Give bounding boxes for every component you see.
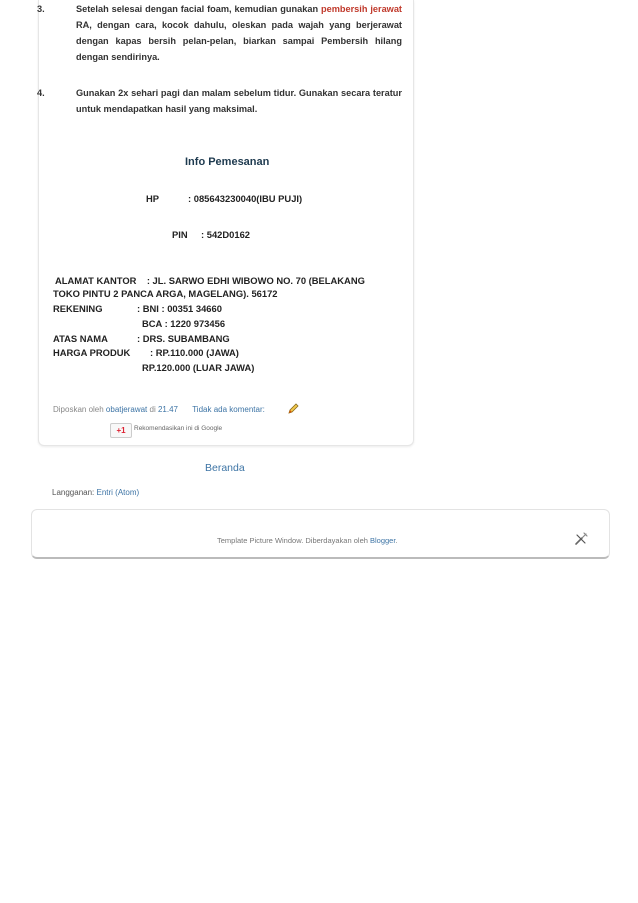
comments-link[interactable]: Tidak ada komentar: <box>192 405 265 414</box>
step-number: 4. <box>37 88 45 98</box>
post-container <box>38 0 414 446</box>
alamat-line1: ALAMAT KANTOR : JL. SARWO EDHI WIBOWO NO. 70 (BELAKANG <box>55 275 365 286</box>
step-text: Setelah selesai dengan facial foam, kemudian gunakan <box>76 4 321 14</box>
blogger-link[interactable]: Blogger <box>370 536 396 545</box>
timestamp-link[interactable]: 21.47 <box>157 405 178 414</box>
harga-luar-jawa: RP.120.000 (LUAR JAWA) <box>142 362 255 373</box>
post-meta <box>53 405 265 414</box>
harga-jawa: : RP.110.000 (JAWA) <box>150 347 239 358</box>
list-item <box>37 1 402 65</box>
attribution-text: Template Picture Window. Diberdayakan oleh <box>217 536 370 545</box>
step-text-rest: RA, dengan cara, kocok dahulu, oleskan pada wajah yang berjerawat dengan kapas bersih pelan-pelan, biarkan sampai Pembersih hilang dengan sendirinya. <box>76 20 402 62</box>
pin-value: : 542D0162 <box>201 229 250 240</box>
edit-pencil-icon[interactable] <box>287 403 299 415</box>
step-number: 3. <box>37 4 45 14</box>
atas-nama-label: ATAS NAMA <box>53 333 108 344</box>
gplus-one-label: +1 <box>116 426 126 435</box>
alamat-line2: TOKO PINTU 2 PANCA ARGA, MAGELANG). 56172 <box>53 288 278 299</box>
info-pemesanan-heading: Info Pemesanan <box>185 156 270 168</box>
rekening-value-bca: BCA : 1220 973456 <box>142 318 226 329</box>
atom-feed-link[interactable]: Entri (Atom) <box>96 488 140 497</box>
hp-label: HP <box>146 193 160 204</box>
subscribe-label: Langganan: <box>52 488 97 497</box>
harga-label: HARGA PRODUK <box>53 347 131 358</box>
author-link[interactable]: obatjerawat <box>105 405 148 414</box>
attribution <box>217 536 398 545</box>
home-link[interactable]: Beranda <box>205 462 245 474</box>
rekening-label: REKENING <box>53 303 103 314</box>
pin-label: PIN <box>172 229 188 240</box>
google-plus-one-button[interactable] <box>110 423 132 438</box>
posted-by-text: Diposkan oleh <box>53 405 106 414</box>
at-text: di <box>147 405 158 414</box>
rekening-value-bni: : BNI : 00351 34660 <box>137 303 222 314</box>
recommend-google-text: Rekomendasikan ini di Google <box>134 425 223 432</box>
attribution-end: . <box>395 536 398 545</box>
pembersih-jerawat-link[interactable]: pembersih jerawat <box>320 4 402 14</box>
footer-bar <box>31 509 610 559</box>
atas-nama-value: : DRS. SUBAMBANG <box>137 333 230 344</box>
wrench-screwdriver-icon[interactable] <box>574 532 588 546</box>
subscribe-line <box>52 488 139 497</box>
list-item <box>37 85 402 117</box>
hp-value: : 085643230040(IBU PUJI) <box>188 193 303 204</box>
step-text: Gunakan 2x sehari pagi dan malam sebelum tidur. Gunakan secara teratur untuk mendapatkan hasil yang maksimal. <box>76 88 402 114</box>
